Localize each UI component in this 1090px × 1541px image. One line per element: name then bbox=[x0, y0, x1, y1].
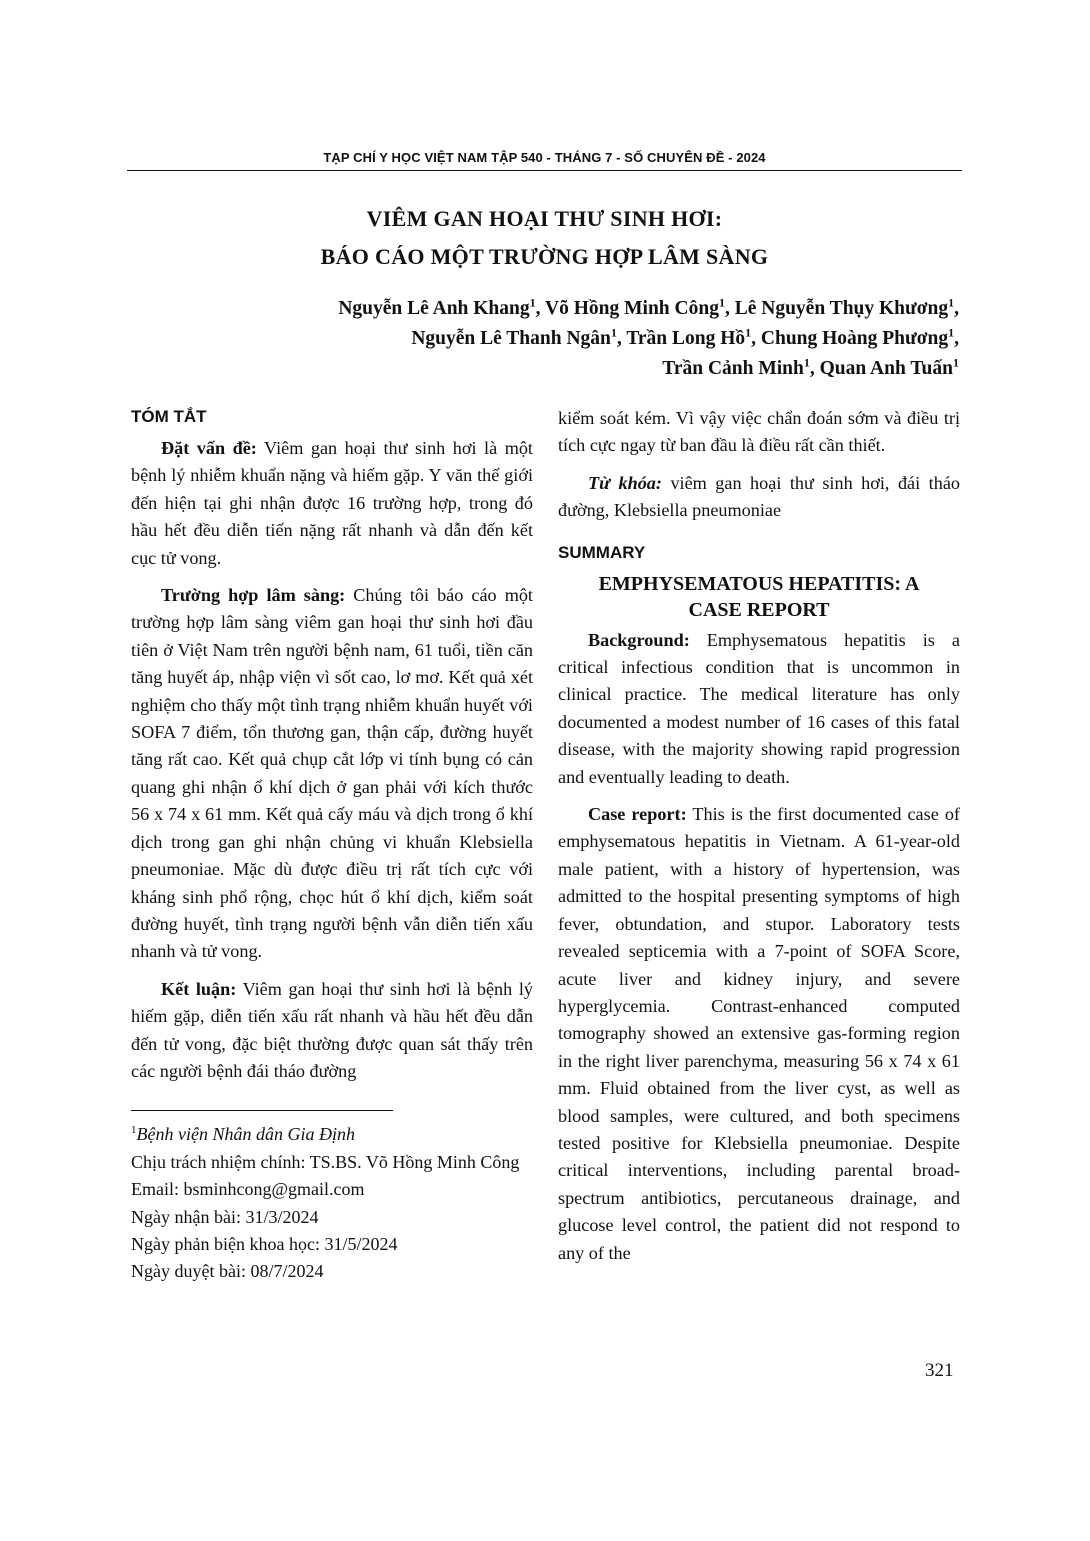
summary-case bbox=[558, 801, 960, 1267]
author-affiliation-mark: 1 bbox=[948, 295, 955, 310]
english-title-line-1: EMPHYSEMATOUS HEPATITIS: A bbox=[598, 572, 920, 595]
summary-background-label: Background: bbox=[588, 629, 690, 650]
author-separator: , bbox=[724, 298, 735, 319]
abstract-heading: TÓM TẮT bbox=[131, 407, 207, 426]
abstract-case bbox=[131, 582, 533, 966]
author-affiliation-mark: 1 bbox=[948, 325, 955, 340]
summary-case-text: This is the first documented case of emphysematous hepatitis in Vietnam. A 61-year-old male patient, with a history of hypertension, was admitted to the hospital presenting symptoms of high fever, obtundation, and stupor. Laboratory tests revealed septicemia with a 7-point of SOFA Score, acute liver and kidney injury, and severe hyperglycemia. Contrast-enhanced computed tomography showed an extensive gas-forming region in the right liver parenchyma, measuring 56 x 74 x 61 mm. Fluid obtained from the liver cyst, as well as blood samples, were cultured, and both specimens tested positive for Klebsiella pneumoniae. Despite critical interventions, including parental broad-spectrum antibiotics, percutaneous drainage, and glucose level control, the patient did not respond to any of the bbox=[558, 804, 960, 1263]
conclusion-text: Viêm gan hoại thư sinh hơi là bệnh lý hiếm gặp, diễn tiến xấu rất nhanh và hầu hết đều dẫn đến tử vong, đặc biệt thường được quan sát thấy trên các người bệnh đái tháo đường bbox=[131, 978, 533, 1081]
author-list bbox=[127, 294, 959, 384]
case-text: Chúng tôi báo cáo một trường hợp lâm sàng viêm gan hoại thư sinh hơi đầu tiên ở Việt Nam trên người bệnh nam, 61 tuổi, tiền căn tăng huyết áp, nhập viện vì sốt cao, lơ mơ. Kết quả xét nghiệm cho thấy một tình trạng nhiễm khuẩn huyết với SOFA 7 điểm, tổn thương gan, thận cấp, đường huyết tăng rất cao. Kết quả chụp cắt lớp vi tính bụng có cản quang ghi nhận ổ khí dịch ở gan phải với kích thước 56 x 74 x 61 mm. Kết quả cấy máu và dịch trong ổ khí dịch trong gan ghi nhận chủng vi khuẩn Klebsiella pneumoniae. Mặc dù được điều trị rất tích cực với kháng sinh phổ rộng, chọc hút ổ khí dịch, kiểm soát đường huyết, tình trạng người bệnh vẫn diễn tiến xấu nhanh và tử vong. bbox=[131, 585, 533, 962]
english-title bbox=[558, 571, 960, 623]
header-rule bbox=[127, 170, 962, 171]
background-text: Viêm gan hoại thư sinh hơi là một bệnh lý nhiễm khuẩn nặng và hiếm gặp. Y văn thế giới đến hiện tại ghi nhận được 16 trường hợp, trong đó hầu hết đều diễn tiến nặng rất nhanh và dẫn đến kết cục tử vong. bbox=[131, 438, 533, 568]
keywords bbox=[558, 470, 960, 525]
author-affiliation-mark: 1 bbox=[803, 355, 810, 370]
article-title bbox=[127, 200, 962, 276]
author-line-2 bbox=[127, 324, 959, 354]
author-name: Trần Long Hồ bbox=[626, 328, 746, 349]
keywords-text: viêm gan hoại thư sinh hơi, đái tháo đường, Klebsiella pneumoniae bbox=[558, 472, 960, 521]
conclusion-label: Kết luận: bbox=[161, 978, 237, 999]
case-label: Trường hợp lâm sàng: bbox=[161, 585, 346, 606]
abstract-conclusion bbox=[131, 976, 533, 1086]
author-separator: , bbox=[751, 328, 761, 349]
summary-background bbox=[558, 627, 960, 791]
author-name: Trần Cảnh Minh bbox=[662, 358, 804, 379]
footnote-rule bbox=[131, 1110, 393, 1111]
author-affiliation-mark: 1 bbox=[953, 355, 959, 370]
author-affiliation-mark: 1 bbox=[745, 325, 752, 340]
journal-header: TẠP CHÍ Y HỌC VIỆT NAM TẬP 540 - THÁNG 7 - SỐ CHUYÊN ĐỀ - 2024 bbox=[323, 150, 766, 165]
left-column bbox=[131, 405, 533, 1286]
author-affiliation-mark: 1 bbox=[610, 325, 617, 340]
author-name: Lê Nguyễn Thụy Khương bbox=[734, 298, 949, 319]
author-line-1 bbox=[127, 294, 959, 324]
page-number: 321 bbox=[925, 1360, 954, 1381]
author-line-3 bbox=[127, 354, 959, 384]
footnote-affiliation bbox=[131, 1121, 533, 1148]
author-name: Nguyễn Lê Anh Khang bbox=[338, 298, 530, 319]
footnote-reviewed: Ngày phản biện khoa học: 31/5/2024 bbox=[131, 1233, 398, 1254]
background-label: Đặt vấn đề: bbox=[161, 438, 257, 458]
footnote-accepted: Ngày duyệt bài: 08/7/2024 bbox=[131, 1261, 324, 1282]
right-column bbox=[558, 405, 960, 1277]
summary-heading: SUMMARY bbox=[558, 542, 646, 562]
footnote-received: Ngày nhận bài: 31/3/2024 bbox=[131, 1206, 319, 1227]
author-separator: , bbox=[954, 328, 959, 349]
footnote-email: Email: bsminhcong@gmail.com bbox=[131, 1179, 365, 1200]
author-separator: , bbox=[535, 298, 546, 319]
affiliation-text: Bệnh viện Nhân dân Gia Định bbox=[136, 1124, 355, 1145]
english-title-line-2: CASE REPORT bbox=[688, 598, 830, 621]
author-separator: , bbox=[616, 328, 627, 349]
conclusion-continued: kiểm soát kém. Vì vậy việc chẩn đoán sớm và điều trị tích cực ngay từ ban đầu là điều rất cần thiết. bbox=[558, 408, 960, 456]
author-affiliation-mark: 1 bbox=[529, 295, 536, 310]
author-name: Nguyễn Lê Thanh Ngân bbox=[411, 328, 611, 349]
title-line-2: BÁO CÁO MỘT TRƯỜNG HỢP LÂM SÀNG bbox=[320, 244, 769, 269]
author-name: Võ Hồng Minh Công bbox=[545, 298, 719, 319]
author-affiliation-mark: 1 bbox=[718, 295, 725, 310]
keywords-label: Từ khóa: bbox=[588, 472, 662, 493]
author-separator: , bbox=[809, 358, 820, 379]
summary-background-text: Emphysematous hepatitis is a critical infectious condition that is uncommon in clinical practice. The medical literature has only documented a modest number of 16 cases of this fatal disease, with the majority showing rapid progression and eventually leading to death. bbox=[558, 629, 960, 787]
summary-case-label: Case report: bbox=[588, 804, 687, 825]
author-name: Chung Hoàng Phương bbox=[760, 328, 949, 349]
title-line-1: VIÊM GAN HOẠI THƯ SINH HƠI: bbox=[366, 206, 723, 231]
footnote-responsible: Chịu trách nhiệm chính: TS.BS. Võ Hồng Minh Công bbox=[131, 1151, 520, 1172]
abstract-background bbox=[131, 435, 533, 572]
author-separator: , bbox=[954, 298, 959, 319]
author-name: Quan Anh Tuấn bbox=[819, 358, 953, 379]
footnote-mark: 1 bbox=[131, 1124, 137, 1137]
